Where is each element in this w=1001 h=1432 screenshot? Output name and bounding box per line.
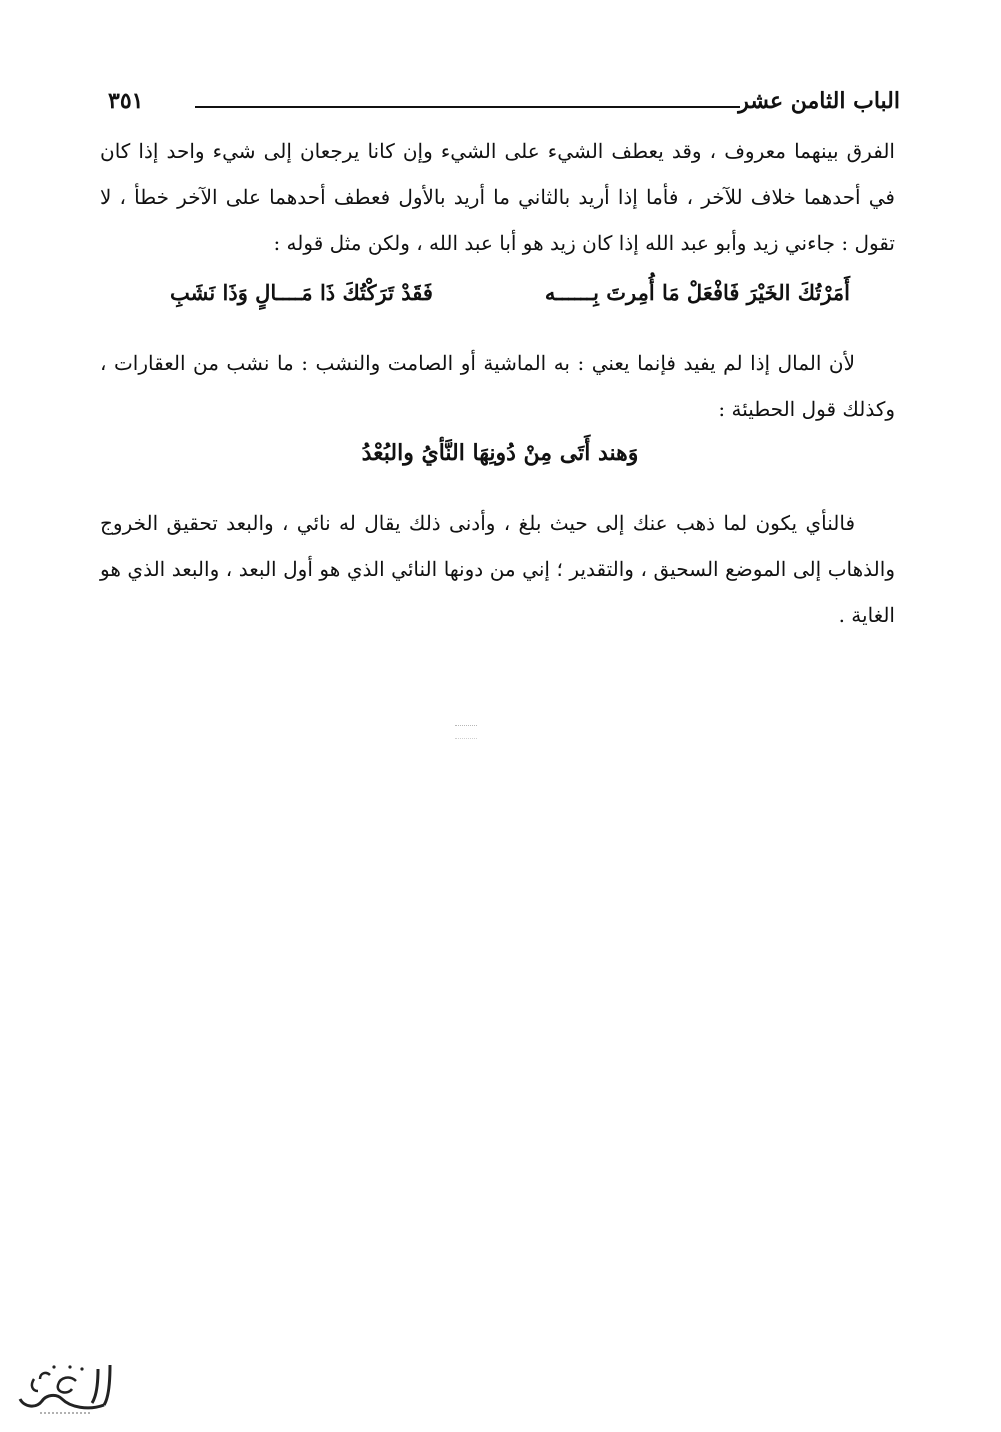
quoted-verse: وَهند أَتَى مِنْ دُونِهَا النَّأيُ والبُعْدُ: [361, 440, 639, 466]
paragraph-1: الفرق بينهما معروف ، وقد يعطف الشيء على الشيء وإن كانا يرجعان إلى شيء واحد إذا كان في أحدهما خلاف للآخر ، فأما إذا أريد بالثاني ما أريد بالأول فعطف أحدهما على الآخر خطأ ، لا تقول : جاءني زيد وأبو عبد الله إذا كان زيد هو أبا عبد الله ، ولكن مثل قوله :: [100, 139, 895, 255]
paragraph-2: لأن المال إذا لم يفيد فإنما يعني : به الماشية أو الصامت والنشب : ما نشب من العقارات ، وكذلك قول الحطيئة :: [100, 351, 895, 421]
page-number: ٣٥١: [108, 88, 144, 114]
paragraph-3: فالنأي يكون لما ذهب عنك إلى حيث بلغ ، وأدنى ذلك يقال له نائي ، والبعد تحقيق الخروج والذهاب إلى الموضع السحيق ، والتقدير ؛ إني من دونها النائي الذي هو أول البعد ، والبعد الذي هو الغاية .: [100, 511, 895, 627]
header-rule: [195, 106, 740, 108]
page-header: [100, 88, 900, 124]
scan-speck: [455, 725, 477, 739]
calligraphic-logo-icon: [10, 1355, 120, 1417]
verse-first-hemistich: أَمَرْتُكَ الخَيْرَ فَافْعَلْ مَا أُمِرتَ بِــــــه: [544, 280, 850, 305]
chapter-title: الباب الثامن عشر: [738, 88, 900, 114]
verse-second-hemistich: فَقَدْ تَرَكْتُكَ ذَا مَــــالٍ وَذَا نَشَبِ: [170, 280, 433, 305]
verse-line: [170, 280, 850, 330]
